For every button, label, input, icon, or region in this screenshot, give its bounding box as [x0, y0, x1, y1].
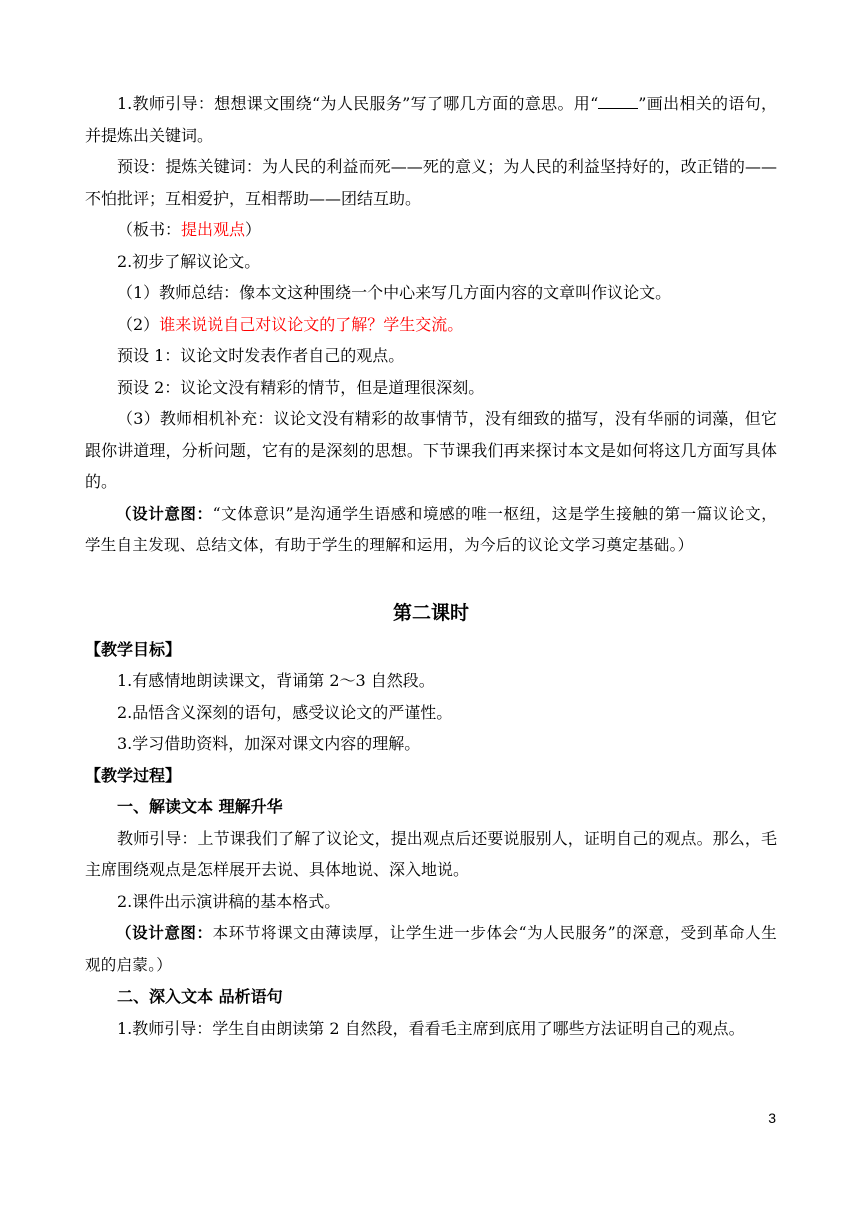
part2-text: 1.教师引导：学生自由朗读第 2 自然段，看看毛主席到底用了哪些方法证明自己的观点。 — [117, 1018, 745, 1038]
goal-item: 2.品悟含义深刻的语句，感受议论文的严谨性。 — [117, 702, 453, 722]
design-intent-2: （设计意图：本环节将课文由薄读厚，让学生进一步体会“为人民服务”的深意，受到革命人生观的启蒙。） — [85, 923, 777, 974]
goal-item: 3.学习借助资料，加深对课文内容的理解。 — [117, 734, 421, 753]
document-page — [85, 88, 777, 1044]
page-number: 3 — [768, 1110, 776, 1126]
board-note-red: 提出观点 — [181, 220, 246, 239]
paragraph-board-note: （板书：提出观点） — [117, 220, 262, 239]
paragraph-question-2: （2）谁来说说自己对议论文的了解？学生交流。 — [117, 314, 464, 334]
lesson-title: 第二课时 — [392, 601, 469, 624]
part1-item-2: 2.课件出示演讲稿的基本格式。 — [117, 891, 341, 911]
part1-heading: 一、解读文本 理解升华 — [117, 797, 283, 816]
paragraph-preset-1: 预设 1：议论文时发表作者自己的观点。 — [117, 346, 405, 365]
process-heading: 【教学过程】 — [85, 765, 182, 785]
underline-blank — [598, 94, 638, 109]
part1-text: 教师引导：上节课我们了解了议论文，提出观点后还要说服别人，证明自己的观点。那么，毛主席围绕观点是怎样展开去说、具体地说、深入地说。 — [85, 828, 777, 879]
part2-heading: 二、深入文本 品析语句 — [117, 987, 283, 1006]
paragraph-supplement-3: （3）教师相机补充：议论文没有精彩的故事情节，没有细致的描写，没有华丽的词藻，但它跟你讲道理，分析问题，它有的是深刻的思想。下节课我们再来探讨本文是如何将这几方面写具体的。 — [85, 409, 777, 491]
paragraph-summary-1: （1）教师总结：像本文这种围绕一个中心来写几方面内容的文章叫作议论文。 — [117, 283, 672, 302]
paragraph-item-2: 2.初步了解议论文。 — [117, 251, 261, 271]
goal-item: 1.有感情地朗读课文，背诵第 2～3 自然段。 — [117, 671, 435, 690]
paragraph-preset-keywords: 预设：提炼关键词：为人民的利益而死——死的意义；为人民的利益坚持好的，改正错的——不怕批评；互相爱护，互相帮助——团结互助。 — [85, 157, 777, 208]
paragraph-guide-1: 1.教师引导：想想课文围绕“为人民服务”写了哪几方面的意思。用“ ”画出相关的语句，并提炼出关键词。 — [85, 94, 777, 145]
paragraph-preset-2: 预设 2：议论文没有精彩的情节，但是道理很深刻。 — [117, 377, 485, 397]
design-intent-1: （设计意图：“文体意识”是沟通学生语感和境感的唯一枢纽，这是学生接触的第一篇议论文，学生自主发现、总结文体，有助于学生的理解和运用，为今后的议论文学习奠定基础。） — [85, 503, 777, 554]
question-red: 谁来说说自己对议论文的了解？学生交流。 — [159, 314, 464, 334]
goals-heading: 【教学目标】 — [85, 639, 182, 659]
